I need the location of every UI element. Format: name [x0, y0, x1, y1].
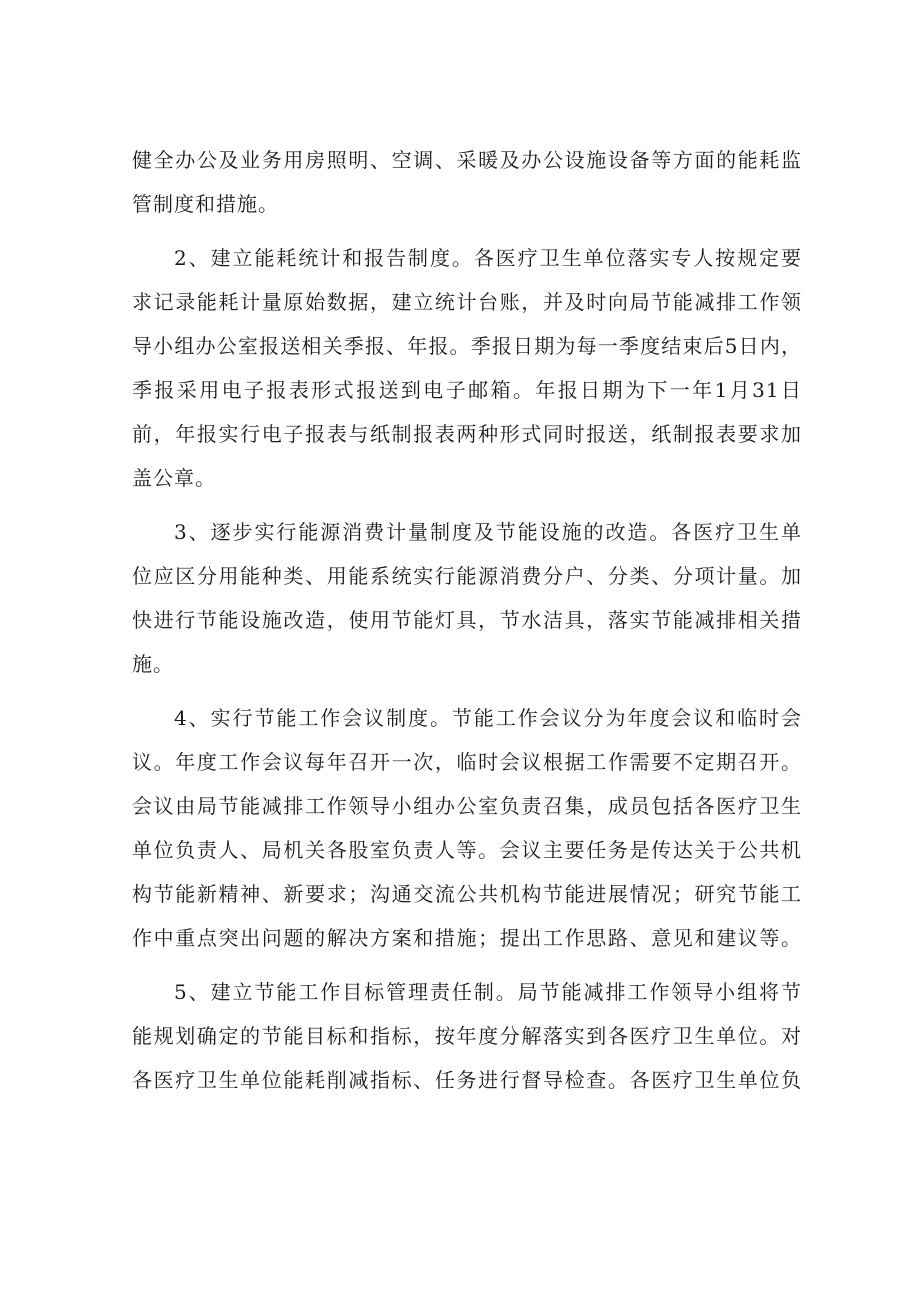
text-line: 3、逐步实行能源消费计量制度及节能设施的改造。各医疗卫生单	[174, 520, 802, 544]
paragraph-2	[132, 236, 802, 500]
text-line: 各医疗卫生单位能耗削减指标、任务进行督导检查。各医疗卫生单位负	[132, 1068, 802, 1092]
text-line: 季报采用电子报表形式报送到电子邮箱。年报日期为下一年1月31日	[132, 378, 802, 402]
text-line: 位应区分用能种类、用能系统实行能源消费分户、分类、分项计量。加	[132, 564, 802, 588]
text-line: 单位负责人、局机关各股室负责人等。会议主要任务是传达关于公共机	[132, 838, 802, 862]
paragraph-1	[132, 138, 802, 226]
text-line: 导小组办公室报送相关季报、年报。季报日期为每一季度结束后5日内，	[132, 334, 802, 358]
paragraph-5	[132, 970, 802, 1102]
text-line: 议。年度工作会议每年召开一次，临时会议根据工作需要不定期召开。	[132, 750, 802, 774]
text-line: 能规划确定的节能目标和指标，按年度分解落实到各医疗卫生单位。对	[132, 1024, 802, 1048]
text-line: 施。	[132, 652, 174, 676]
text-line: 前，年报实行电子报表与纸制报表两种形式同时报送，纸制报表要求加	[132, 422, 802, 446]
paragraph-4	[132, 696, 802, 960]
document-body	[132, 138, 802, 1102]
text-line: 求记录能耗计量原始数据，建立统计台账，并及时向局节能减排工作领	[132, 290, 802, 314]
paragraph-3	[132, 510, 802, 686]
text-line: 5、建立节能工作目标管理责任制。局节能减排工作领导小组将节	[174, 980, 802, 1004]
text-line: 快进行节能设施改造，使用节能灯具，节水洁具，落实节能减排相关措	[132, 608, 802, 632]
text-line: 构节能新精神、新要求；沟通交流公共机构节能进展情况；研究节能工	[132, 882, 802, 906]
text-line: 作中重点突出问题的解决方案和措施；提出工作思路、意见和建议等。	[132, 926, 802, 950]
text-line: 2、建立能耗统计和报告制度。各医疗卫生单位落实专人按规定要	[174, 246, 802, 270]
text-line: 健全办公及业务用房照明、空调、采暖及办公设施设备等方面的能耗监	[132, 148, 802, 172]
text-line: 4、实行节能工作会议制度。节能工作会议分为年度会议和临时会	[174, 706, 802, 730]
text-line: 盖公章。	[132, 466, 216, 490]
text-line: 管制度和措施。	[132, 192, 279, 216]
text-line: 会议由局节能减排工作领导小组办公室负责召集，成员包括各医疗卫生	[132, 794, 802, 818]
